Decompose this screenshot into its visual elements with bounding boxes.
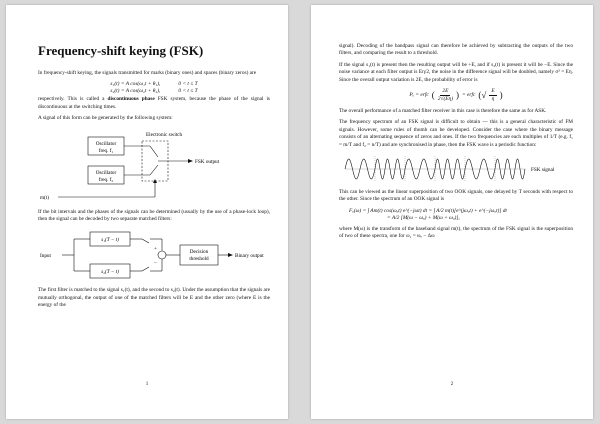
signal-equations bbox=[38, 81, 270, 95]
generator-paragraph: A signal of this form can be generated by the following system: bbox=[38, 115, 173, 122]
page-1 bbox=[6, 5, 288, 419]
eq1-right: 0 < t ≤ T bbox=[178, 81, 198, 88]
noise-paragraph: If the signal s₁(t) is present then the resulting output will be +E, and if s₂(t) is present it will be −E. Since the noise variance at each filter output is Eη/2, the noise in the difference signal will be doubled, namely σ² = Eη. Since the overall output variation is 2E, the probability of error is bbox=[339, 61, 573, 83]
page-1-content bbox=[38, 43, 270, 314]
sampler-1 bbox=[142, 239, 149, 243]
fsk-waveform bbox=[339, 153, 573, 185]
paren-close-2: ) bbox=[499, 90, 503, 101]
switch-label: Electronic switch bbox=[146, 131, 183, 138]
filter-1-label: s₁(T − t) bbox=[101, 237, 119, 244]
fsk-output-label: FSK output bbox=[195, 158, 220, 165]
fc-line-2: = A/2 [M(ω − ωₒ) + M(ω + ωₒ)], bbox=[387, 214, 460, 221]
superposition-paragraph: This can be viewed as the linear superposition of two OOK signals, one delayed by T seconds with respect to the other. Since the spectrum of an OOK signal is bbox=[339, 189, 573, 203]
ook-spectrum-equation bbox=[349, 208, 573, 222]
ask-paragraph: The overall performance of a matched filter receiver in this case is therefore the same as for ASK. bbox=[339, 108, 547, 115]
fc-line-1: Fₒ(ω) = ∫ Am(t) cos(ωₒt) e^(−jωt) dt = ∫ A/2 m(t)[e^(jωₒt) + e^(−jωₒt)] dt bbox=[349, 207, 507, 214]
page-2-content bbox=[339, 43, 573, 245]
spectrum-paragraph: The frequency spectrum of an FSK signal is difficult to obtain — this is a general characteristic of FM signals. However, some rules of thumb can be developed. Consider the case where the binary message consists of an alternating sequence of zeros and ones. If the two frequencies are each multiples of 1/T (e.g. f₁ = m/T and f₂ = n/T) and are synchronised in phase, then the FSK wave is a periodic function: bbox=[339, 119, 573, 148]
where-paragraph: where M(ω) is the transform of the baseband signal m(t), the spectrum of the FSK signal is the superposition of two of these spectra, one for ω₁ = ωₒ − Δω bbox=[339, 225, 573, 240]
pe-eq: = erfc bbox=[462, 92, 476, 99]
fraction-1 bbox=[438, 88, 453, 103]
decision-label-2: threshold bbox=[189, 256, 209, 263]
matched-filter-diagram bbox=[38, 227, 270, 283]
filter-2-label: s₂(T − t) bbox=[101, 269, 119, 276]
first-filter-paragraph: The first filter is matched to the signal s₁(t), and the second to s₂(t). Under the assumption that the signals are mutually orthogonal, the output of one of the matched filters will be E and the other zero (where E is the energy of the bbox=[38, 287, 270, 309]
fsk-signal-label: FSK signal bbox=[531, 167, 555, 174]
summing-junction bbox=[158, 251, 166, 259]
eq2-right: 0 < t ≤ T bbox=[178, 88, 198, 95]
fraction-2 bbox=[489, 88, 496, 103]
intro-paragraph: In frequency-shift keying, the signals transmitted for marks (binary ones) and spaces (binary zeros) are bbox=[38, 70, 257, 76]
switch-arm-2 bbox=[150, 165, 158, 175]
page-number-2: 2 bbox=[450, 382, 454, 387]
mt-input-label: m(t) bbox=[40, 194, 49, 201]
output-arrow bbox=[188, 159, 193, 163]
osc1-label: Oscillator bbox=[95, 140, 117, 147]
page-title: Frequency-shift keying (FSK) bbox=[38, 43, 204, 58]
osc2-freq: freq. f₂ bbox=[98, 176, 114, 183]
binary-output-label: Binary output bbox=[235, 253, 264, 260]
resp-a: respectively. This is called a bbox=[38, 96, 108, 103]
resp-bold: discontinuous phase bbox=[107, 96, 155, 103]
decision-threshold-box bbox=[180, 245, 218, 265]
switch-arm-1 bbox=[150, 146, 158, 157]
sampler-2 bbox=[142, 267, 149, 271]
pe-num2: E bbox=[491, 88, 495, 95]
eq1-left: s₁(t) = A cos(ω₁t + θ₁), bbox=[110, 81, 161, 88]
pe-num: 2E bbox=[442, 88, 449, 95]
pe-den: 2√(Eη) bbox=[437, 96, 454, 103]
paren-close: ) bbox=[456, 90, 460, 101]
respectively-paragraph bbox=[38, 96, 270, 111]
binary-output-arrow bbox=[228, 253, 233, 257]
bit-interval-paragraph: If the bit intervals and the phases of the signals can be determined (usually by the use of a phase-lock loop), then the signal can be decoded by two separate matched filters: bbox=[38, 208, 270, 223]
osc2-label: Oscillator bbox=[95, 169, 117, 176]
resp-b: FSK system, because the phase of the signal is discontinuous at the switching times. bbox=[38, 96, 270, 110]
pe-lhs: Pₑ = erfc bbox=[409, 92, 429, 99]
paren-open: ( bbox=[431, 90, 435, 101]
page-2 bbox=[311, 5, 593, 419]
eq2-left: s₂(t) = A cos(ω₂t + θ₂), bbox=[110, 88, 161, 95]
error-probability-equation bbox=[339, 88, 573, 103]
continuation-paragraph: signal). Decoding of the bandpass signal can therefore be achieved by subtracting the outputs of the two filters, and comparing the result to a threshold. bbox=[339, 43, 573, 57]
page-number-1: 1 bbox=[145, 382, 149, 387]
minus-sign: − bbox=[154, 260, 157, 267]
sqrt-sign: (√ bbox=[478, 90, 487, 101]
fsk-generator-diagram bbox=[38, 127, 270, 205]
pe-den2: η bbox=[491, 96, 495, 103]
osc1-freq: freq. f₁ bbox=[98, 147, 114, 154]
decision-label-1: Decision bbox=[189, 249, 209, 256]
input-label: Input bbox=[40, 253, 51, 260]
plus-sign: + bbox=[154, 246, 157, 253]
